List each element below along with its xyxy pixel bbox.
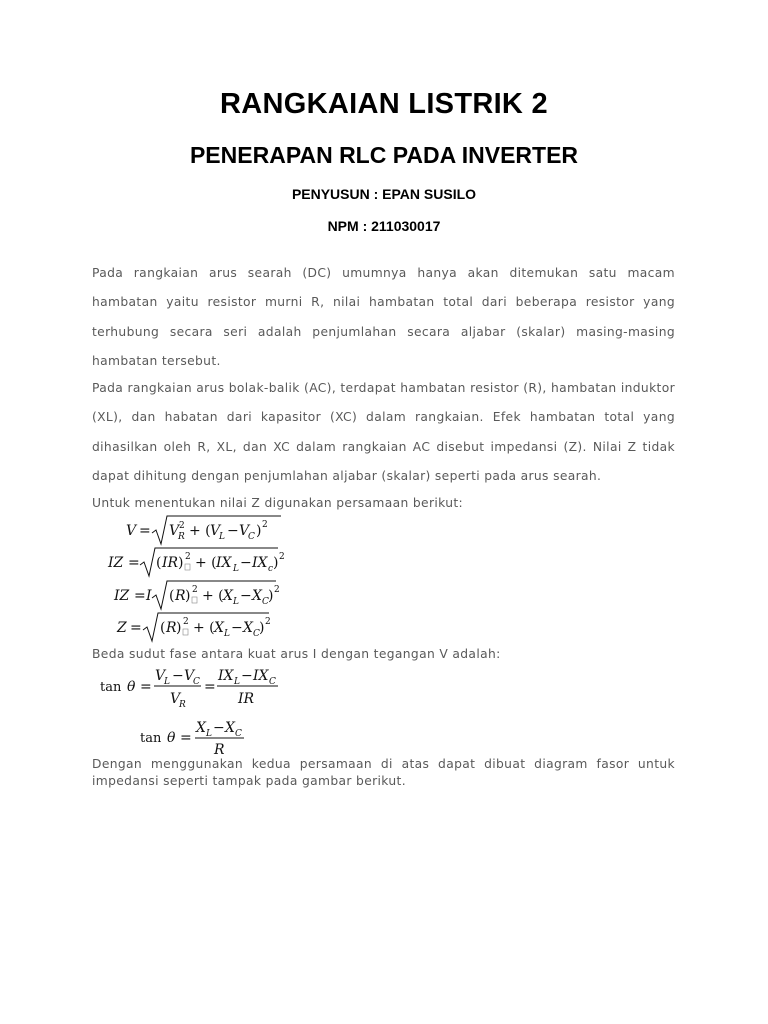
svg-text:(: ( (169, 588, 175, 604)
svg-text:): ) (256, 523, 262, 539)
svg-text:X: X (243, 620, 253, 636)
svg-text:): ) (185, 588, 191, 604)
paragraph-dc-circuit: Pada rangkaian arus searah (DC) umumnya hanya akan ditemukan satu macam hambatan yaitu resistor murni R, nilai hambatan total dari beberapa resistor yang terhubung secara seri adalah penjumlahan secara aljabar (skalar) masing-masing hambatan tersebut. (92, 266, 675, 368)
svg-text:−: − (172, 668, 184, 684)
svg-text:X: X (252, 588, 262, 604)
svg-text:L: L (224, 629, 230, 639)
equation-tan-theta-voltage (100, 664, 300, 710)
svg-text:2: 2 (192, 585, 198, 595)
svg-text:=: = (130, 620, 142, 636)
svg-text:θ: θ (167, 730, 176, 746)
document-subtitle: PENERAPAN RLC PADA INVERTER (189, 142, 579, 168)
svg-text:IX: IX (253, 668, 269, 684)
equation-iz-factored (114, 578, 284, 612)
svg-text:R: R (214, 742, 225, 758)
svg-text:−: − (231, 620, 243, 636)
npm-line: NPM : 211030017 (327, 218, 441, 234)
svg-text:IZ: IZ (114, 588, 130, 604)
svg-text:R: R (166, 620, 177, 636)
svg-text:C: C (248, 532, 255, 542)
svg-text:R: R (178, 532, 185, 542)
svg-text:IX: IX (218, 668, 234, 684)
svg-text:+ (: + ( (202, 588, 224, 604)
svg-text:=: = (139, 523, 151, 539)
svg-text:=: = (204, 679, 216, 695)
svg-text:C: C (235, 729, 242, 739)
paragraph-z-intro: Untuk menentukan nilai Z digunakan persamaan berikut: (92, 496, 464, 510)
svg-text:2: 2 (262, 520, 268, 530)
svg-text:+ (: + ( (195, 555, 217, 571)
svg-text:V: V (155, 668, 166, 684)
svg-text:2: 2 (265, 617, 271, 627)
svg-text:−: − (227, 523, 239, 539)
equation-voltage (126, 513, 286, 547)
svg-text:L: L (234, 677, 240, 687)
svg-text:R: R (179, 700, 186, 710)
svg-text:V: V (169, 523, 180, 539)
svg-text:L: L (164, 677, 170, 687)
svg-text:): ) (176, 620, 182, 636)
svg-text:V: V (184, 668, 195, 684)
svg-text:2: 2 (185, 552, 191, 562)
svg-text:): ) (268, 588, 274, 604)
svg-text:c: c (268, 564, 274, 574)
svg-text:+ (: + ( (189, 523, 211, 539)
svg-text:=: = (134, 588, 146, 604)
svg-text:R: R (175, 588, 186, 604)
svg-text:=: = (140, 679, 152, 695)
svg-text:−: − (213, 720, 225, 736)
svg-text:(: ( (160, 620, 166, 636)
equation-z (117, 610, 277, 644)
svg-text:V: V (210, 523, 221, 539)
svg-text:=: = (180, 730, 192, 746)
svg-text:−: − (241, 668, 253, 684)
svg-text:IR: IR (162, 555, 179, 571)
svg-text:V: V (170, 691, 181, 707)
svg-text:L: L (219, 532, 225, 542)
svg-text:IZ: IZ (108, 555, 124, 571)
svg-text:X: X (223, 588, 233, 604)
svg-text:C: C (269, 677, 276, 687)
svg-text:): ) (273, 555, 279, 571)
svg-text:−: − (240, 555, 252, 571)
svg-text:Z: Z (117, 620, 127, 636)
svg-text:=: = (128, 555, 140, 571)
equation-iz (108, 545, 288, 579)
svg-text:L: L (233, 564, 239, 574)
svg-text:C: C (253, 629, 260, 639)
svg-text:C: C (262, 597, 269, 607)
svg-text:I: I (146, 588, 152, 604)
svg-text:L: L (233, 597, 239, 607)
svg-text:+ (: + ( (193, 620, 215, 636)
svg-text:X: X (214, 620, 224, 636)
equation-tan-theta-reactance (140, 718, 260, 758)
author-line: PENYUSUN : EPAN SUSILO (291, 186, 477, 202)
svg-text:): ) (178, 555, 184, 571)
svg-text:X: X (196, 720, 206, 736)
svg-text:tan: tan (100, 680, 122, 695)
svg-text:X: X (225, 720, 235, 736)
svg-text:−: − (240, 588, 252, 604)
svg-text:IX: IX (252, 555, 268, 571)
svg-text:V: V (126, 523, 137, 539)
document-title: RANGKAIAN LISTRIK 2 (220, 88, 548, 120)
svg-text:C: C (193, 677, 200, 687)
svg-text:2: 2 (179, 521, 185, 531)
svg-text:): ) (259, 620, 265, 636)
svg-text:2: 2 (279, 552, 285, 562)
svg-text:V: V (239, 523, 250, 539)
svg-text:IX: IX (216, 555, 232, 571)
svg-text:IR: IR (238, 691, 255, 707)
svg-text:θ: θ (127, 679, 136, 695)
svg-text:(: ( (156, 555, 162, 571)
svg-text:2: 2 (274, 585, 280, 595)
svg-text:2: 2 (183, 617, 189, 627)
paragraph-ac-circuit: Pada rangkaian arus bolak-balik (AC), terdapat hambatan resistor (R), hambatan induktor (XL), dan habatan dari kapasitor (XC) dalam rangkaian. Efek hambatan total yang dihasilkan oleh R, XL, dan XC dalam rangkaian AC disebut impedansi (Z). Nilai Z tidak dapat dihitung dengan penjumlahan aljabar (skalar) seperti pada arus searah. (92, 381, 675, 483)
paragraph-phasor-intro: Dengan menggunakan kedua persamaan di atas dapat dibuat diagram fasor untuk impedansi seperti tampak pada gambar berikut. (92, 757, 675, 788)
svg-text:L: L (206, 729, 212, 739)
paragraph-phase-intro: Beda sudut fase antara kuat arus I dengan tegangan V adalah: (92, 647, 501, 661)
svg-text:tan: tan (140, 731, 162, 746)
